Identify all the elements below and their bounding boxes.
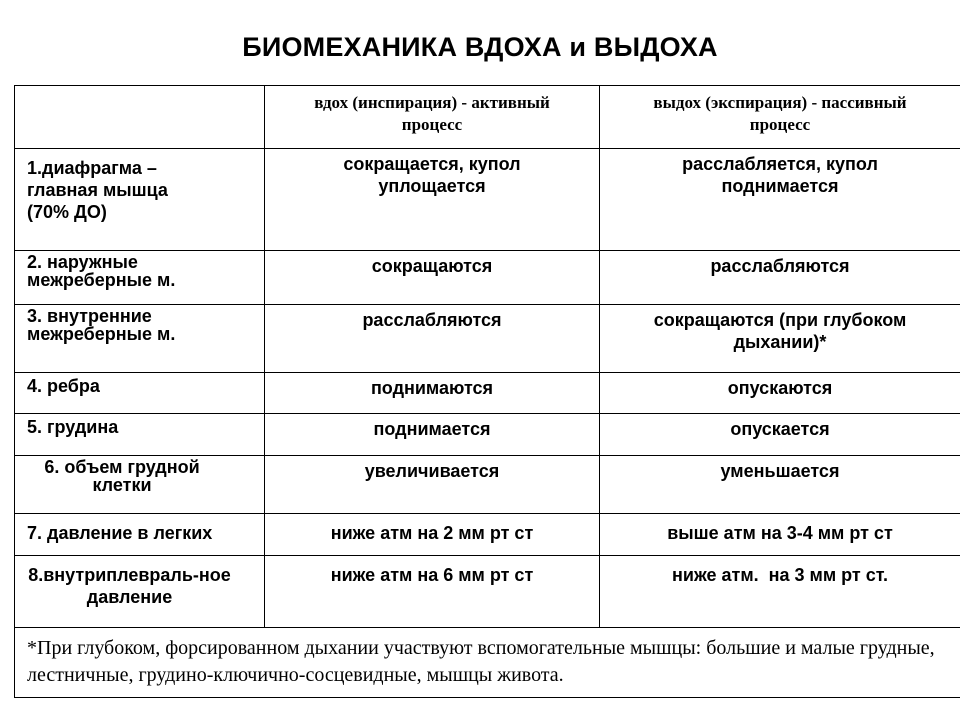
footnote-row xyxy=(15,628,960,698)
row-param xyxy=(15,149,265,251)
table-row xyxy=(15,514,960,556)
table-row xyxy=(15,305,960,373)
row-param: 5. грудина xyxy=(15,414,265,456)
row-inhale: расслабляются xyxy=(265,305,600,373)
row-param xyxy=(15,305,265,373)
table-row xyxy=(15,373,960,414)
row-param xyxy=(15,456,265,514)
row-exhale: расслабляются xyxy=(600,251,960,305)
row-inhale: ниже атм на 6 мм рт ст xyxy=(265,556,600,628)
row-param-label: 6. объем грудной клетки xyxy=(44,457,200,495)
row-param-label: 1.диафрагма – главная мышца (70% ДО) xyxy=(27,158,168,222)
row-param-label: 2. наружные межреберные м. xyxy=(27,252,176,290)
header-inhale xyxy=(265,86,600,149)
table-row xyxy=(15,556,960,628)
row-param: 4. ребра xyxy=(15,373,265,414)
biomechanics-table xyxy=(14,85,960,698)
page-title: БИОМЕХАНИКА ВДОХА и ВЫДОХА xyxy=(242,32,718,62)
row-param: 7. давление в легких xyxy=(15,514,265,556)
header-corner-cell xyxy=(15,86,265,149)
row-exhale: уменьшается xyxy=(600,456,960,514)
row-param-label: 3. внутренние межреберные м. xyxy=(27,306,176,344)
row-inhale: сокращаются xyxy=(265,251,600,305)
table-row xyxy=(15,456,960,514)
row-exhale-label: расслабляется, купол поднимается xyxy=(682,154,878,196)
row-param-label: 8.внутриплевраль-ное давление xyxy=(28,565,231,607)
row-inhale: увеличивается xyxy=(265,456,600,514)
header-exhale xyxy=(600,86,960,149)
table-row xyxy=(15,414,960,456)
table-row xyxy=(15,251,960,305)
row-exhale: опускаются xyxy=(600,373,960,414)
row-exhale: ниже атм. на 3 мм рт ст. xyxy=(600,556,960,628)
row-inhale-label: сокращается, купол уплощается xyxy=(343,154,521,196)
header-row xyxy=(15,86,960,149)
header-inhale-label: вдох (инспирация) - активный процесс xyxy=(314,93,550,134)
header-exhale-label: выдох (экспирация) - пассивный процесс xyxy=(653,93,907,134)
row-exhale: опускается xyxy=(600,414,960,456)
row-param xyxy=(15,556,265,628)
row-inhale xyxy=(265,149,600,251)
row-param xyxy=(15,251,265,305)
table-row xyxy=(15,149,960,251)
footnote: *При глубоком, форсированном дыхании участвуют вспомогательные мышцы: большие и малые грудные, лестничные, грудино-ключично-сосцевидные, мышцы живота. xyxy=(15,628,960,698)
row-inhale: поднимаются xyxy=(265,373,600,414)
row-exhale: выше атм на 3-4 мм рт ст xyxy=(600,514,960,556)
row-exhale xyxy=(600,149,960,251)
row-inhale: поднимается xyxy=(265,414,600,456)
row-exhale xyxy=(600,305,960,373)
row-exhale-label: сокращаются (при глубоком дыхании)* xyxy=(653,310,907,352)
row-inhale: ниже атм на 2 мм рт ст xyxy=(265,514,600,556)
